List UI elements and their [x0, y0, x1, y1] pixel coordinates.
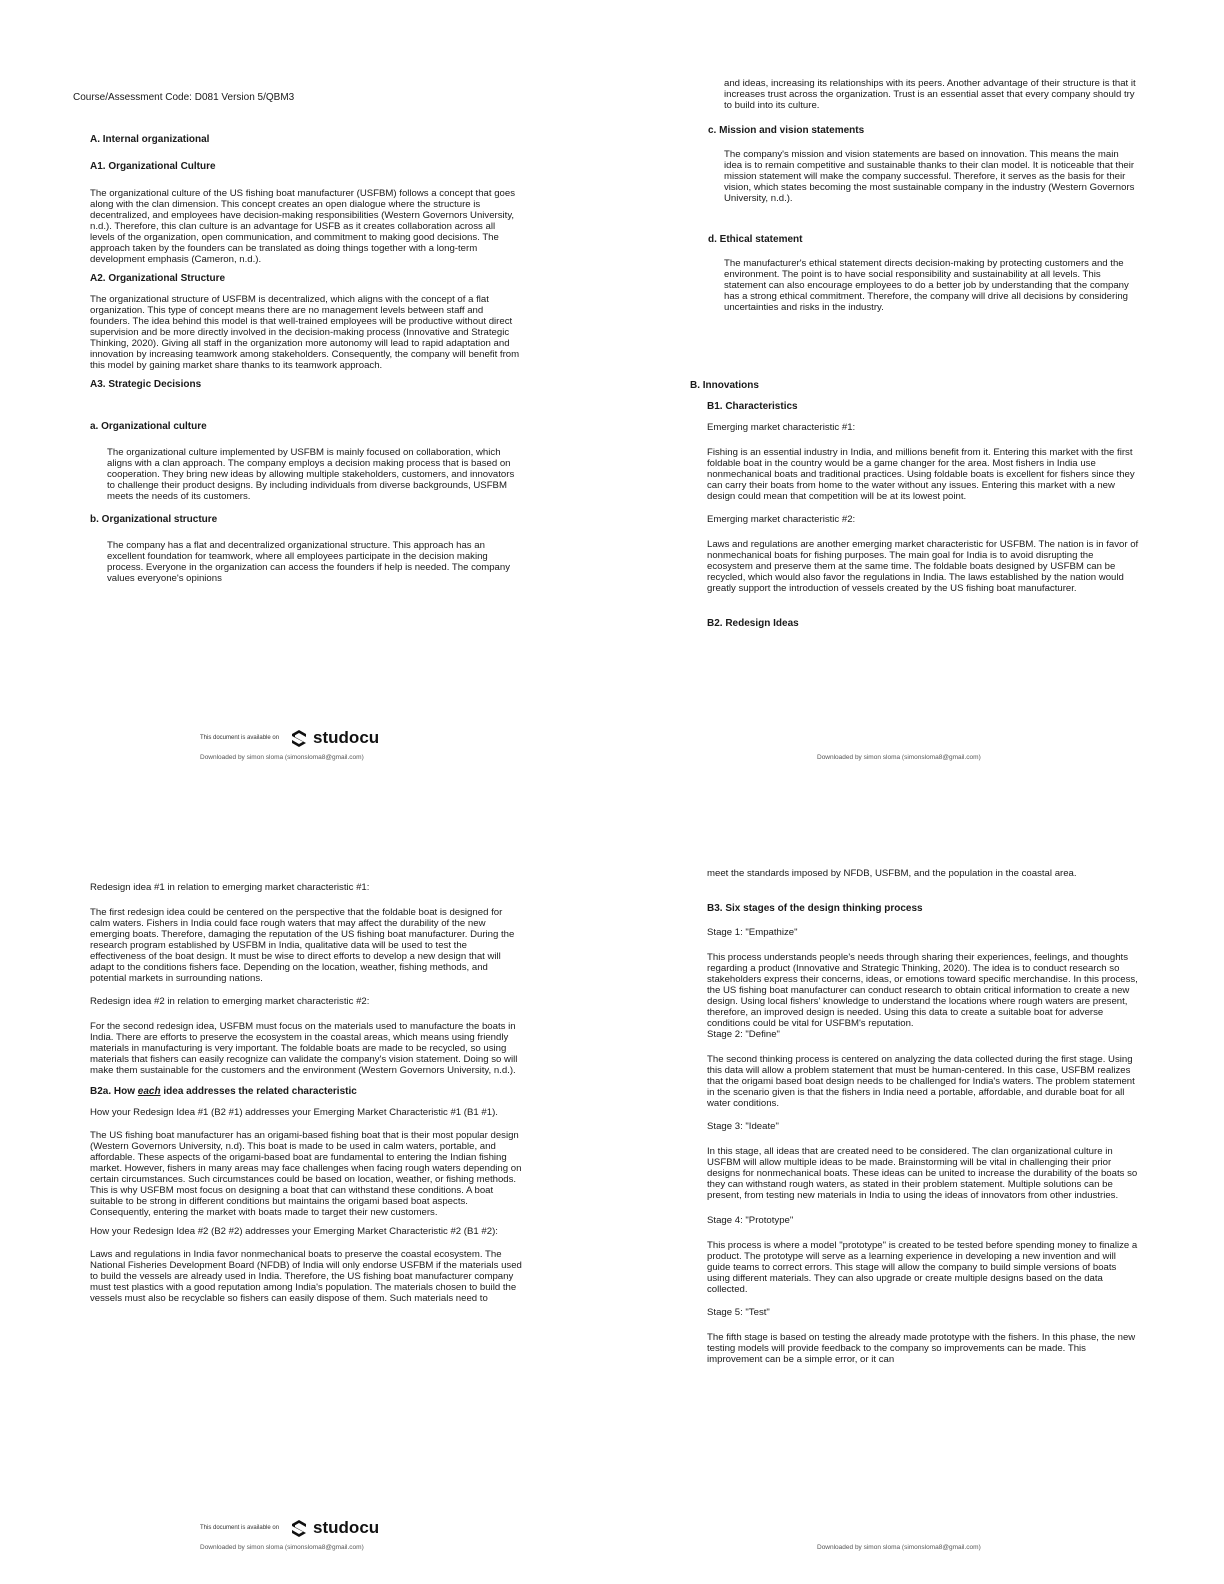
studocu-wordmark: studocu [313, 728, 380, 747]
paragraph-q1: The US fishing boat manufacturer has an origami-based fishing boat that is their most popular design (Western Governors University, n.d). This boat is made to be used in calm waters, portable, and affordable. These aspects of the origami-based boat are fundamental to entering the Indian fishing market. However, fishers in many areas may face challenges when facing rough waters depending on certain circumstances. Such circumstances could be based on location, weather, or fishing methods. This is why USFBM most focus on designing a boat that can withstand these conditions. A boat suitable to be strong in different conditions but maintains the origami based boat aspects. Consequently, entering the market with boats made to target their new customers. [90, 1130, 522, 1218]
stage-3-label: Stage 3: "Ideate" [707, 1121, 779, 1132]
availability-note: This document is available on [200, 1525, 280, 1531]
paragraph-a3b: The company has a flat and decentralized organizational structure. This approach has an excellent foundation for teamwork, where all employees participate in the decision making process. Everyone in the organization can access the founders if help is needed. The company values everyone's opinions [107, 540, 511, 584]
page-3 [0, 792, 612, 1584]
heading-b2: B2. Redesign Ideas [707, 618, 799, 629]
download-note: Downloaded by simon sloma (simonsloma8@gmail.com) [817, 754, 981, 761]
stage-1-label: Stage 1: "Empathize" [707, 927, 798, 938]
paragraph-ri1: The first redesign idea could be centered on the perspective that the foldable boat is designed for calm waters. Fishers in India could face rough waters that may affect the durability of the new emerging boats. Therefore, damaging the reputation of the US fishing boat manufacturer. During the research program established by USFBM in India, qualitative data will be used to test the effectiveness of the boat design. It must be wise to direct efforts to develop a new design that will adapt to the conditions fishers face. Depending on the location, weather, fishing methods, and potential markets in surrounding nations. [90, 907, 515, 984]
paragraph-continuation: meet the standards imposed by NFDB, USFBM, and the population in the coastal area. [707, 868, 1077, 879]
page-2-innovations [690, 380, 1140, 639]
stage-4-label: Stage 4: "Prototype" [707, 1215, 794, 1226]
stage-5-label: Stage 5: "Test" [707, 1307, 770, 1318]
question-2: How your Redesign Idea #2 (B2 #2) addresses your Emerging Market Characteristic #2 (B1 #2): [90, 1226, 498, 1237]
page-3-body [90, 882, 522, 1312]
paragraph-a3a: The organizational culture implemented by USFBM is mainly focused on collaboration, which aligns with a clan approach. The company employs a decision making process that is based on cooperation. They bring new ideas by allowing multiple stakeholders, customers, and innovators to challenge their product designs. By including individuals from diverse backgrounds, USFBM meets the needs of its customers. [107, 447, 515, 502]
heading-b2a-emphasis: each [137, 1086, 161, 1097]
paragraph-a1: The organizational culture of the US fishing boat manufacturer (USFBM) follows a concept that goes along with the clan dimension. This concept creates an open dialogue where the structure is decentralized, and employees have decision-making responsibilities (Western Governors University, n.d.). Therefore, this clan culture is an advantage for USFB as it creates collaboration across all levels of the organization, open communication, and commitment to making good decisions. The approach taken by the founders can be translated as doing things together with a long-term development emphasis (Cameron, n.d.). [90, 188, 516, 265]
page-2-body [708, 78, 1138, 339]
page-2 [612, 0, 1224, 792]
availability-note: This document is available on [200, 735, 280, 741]
paragraph-stage-2: The second thinking process is centered on analyzing the data collected during the first stage. Using this data will allow a problem statement that must be human-centered. In this case, USFBM realizes that the origami based boat design needs to be challenged for India's waters. The problem statement in the scenario given is that the fishers in India need a portable, affordable, and durable boat for all water conditions. [707, 1054, 1135, 1109]
redesign-idea-1-label: Redesign idea #1 in relation to emerging market characteristic #1: [90, 882, 370, 893]
page-4 [612, 792, 1224, 1584]
course-code: Course/Assessment Code: D081 Version 5/QBM3 [73, 92, 295, 103]
studocu-brand [200, 728, 379, 748]
heading-a3: A3. Strategic Decisions [90, 379, 202, 390]
download-note: Downloaded by simon sloma (simonsloma8@gmail.com) [817, 1544, 981, 1551]
heading-d: d. Ethical statement [708, 234, 803, 245]
heading-b2a [90, 1086, 522, 1098]
paragraph-emc1: Fishing is an essential industry in India, and millions benefit from it. Entering this market with the first foldable boat in the country would be a game changer for the area. Most fishers in India use nonmechanical boats and traditional practices. Using foldable boats is excellent for fishers since they can carry their boats from home to the water without any issues. Entering this market with a new design could mean that competition will be at its lowest point. [707, 447, 1135, 502]
heading-b3: B3. Six stages of the design thinking process [707, 903, 923, 914]
redesign-idea-2-label: Redesign idea #2 in relation to emerging market characteristic #2: [90, 996, 370, 1007]
paragraph-ri2: For the second redesign idea, USFBM must focus on the materials used to manufacture the boats in India. There are efforts to preserve the ecosystem in the coastal areas, which means using friendly materials in manufacturing is very important. The foldable boats are made to be recycled, so using materials that fishers can easily recognize can validate the company's vision statement. Doing so will make them sustainable for the customers and the environment (Western Governors University, n.d.). [90, 1021, 518, 1076]
studocu-logo-icon [289, 728, 309, 748]
heading-a1: A1. Organizational Culture [90, 161, 216, 172]
heading-a2: A2. Organizational Structure [90, 273, 226, 284]
studocu-wordmark: studocu [313, 1518, 380, 1537]
heading-a3b: b. Organizational structure [90, 514, 218, 525]
heading-b: B. Innovations [690, 380, 759, 391]
emerging-char-2-label: Emerging market characteristic #2: [707, 514, 856, 525]
heading-c: c. Mission and vision statements [708, 125, 865, 136]
page-1 [0, 0, 612, 792]
paragraph-emc2: Laws and regulations are another emerging market characteristic for USFBM. The nation is in favor of nonmechanical boats for fishing purposes. The main goal for India is to avoid disrupting the ecosystem and preserve them at the same time. The foldable boats designed by USFBM can be recycled, which would also favor the regulations in India. The laws established by the nation would greatly support the introduction of vessels created by the US fishing boat manufacturer. [707, 539, 1139, 594]
paragraph-d: The manufacturer's ethical statement directs decision-making by protecting customers and the environment. The point is to have social responsibility and sustainability at all levels. This statement can also encourage employees to do a better job by understanding that the company has a strong ethical commitment. Therefore, the company will drive all decisions by considering uncertainties and risks in the industry. [724, 258, 1129, 313]
heading-b2a-prefix: B2a. How [90, 1086, 138, 1097]
heading-a: A. Internal organizational [90, 134, 210, 145]
page-4-body [707, 868, 1139, 1373]
paragraph-stage-1: This process understands people's needs through sharing their experiences, feelings, and thoughts regarding a product (Innovative and Strategic Thinking, 2020). The idea is to conduct research so stakeholders express their concerns, ideas, or emotions toward specific merchandise. In this process, the US fishing boat manufacturer can conduct research to obtain critical information to create a new design. Using local fishers' knowledge to understand the locations where rough waters are present, therefore, an improved design is needed. Using this data to create a suitable boat for adverse conditions could be vital for USFBM's reputation. [707, 952, 1138, 1029]
heading-a3a: a. Organizational culture [90, 421, 207, 432]
paragraph-c: The company's mission and vision statements are based on innovation. This means the main idea is to remain competitive and sustainable thanks to their clan model. It is noticeable that their mission statement will make the company successful. Therefore, it serves as the basis for their vision, which states becoming the most sustainable company in the industry (Western Governors University, n.d.). [724, 149, 1135, 204]
download-note: Downloaded by simon sloma (simonsloma8@gmail.com) [200, 1544, 364, 1551]
paragraph-a2: The organizational structure of USFBM is decentralized, which aligns with the concept of a flat organization. This type of concept means there are no management levels between staff and founders. The idea behind this model is that well-trained employees will be productive without direct supervision and be more directly involved in the decision-making process (Innovative and Strategic Thinking, 2020). Giving all staff in the organization more autonomy will lead to rapid adaptation and innovation by increasing teamwork among stakeholders. Consequently, the company will benefit from this model by gaining market share thanks to its teamwork approach. [90, 294, 520, 371]
emerging-char-1-label: Emerging market characteristic #1: [707, 422, 856, 433]
paragraph-stage-5: The fifth stage is based on testing the already made prototype with the fishers. In this phase, the new testing models will provide feedback to the company so improvements can be made. This improvement can be a simple error, or it can [707, 1332, 1136, 1365]
paragraph-stage-4: This process is where a model "prototype" is created to be tested before spending money to finalize a product. The prototype will serve as a learning experience in developing a new invention and will guide teams to correct errors. This stage will allow the company to build simple versions of boats using different materials. They can also upgrade or create multiple designs based on the data collected. [707, 1240, 1138, 1295]
paragraph-continuation: and ideas, increasing its relationships with its peers. Another advantage of their structure is that it increases trust across the organization. Trust is an essential asset that every company should try to build into its culture. [724, 78, 1136, 111]
studocu-logo-icon [289, 1518, 309, 1538]
heading-b2a-suffix: idea addresses the related characteristic [160, 1086, 357, 1097]
studocu-brand [200, 1518, 379, 1538]
paragraph-q2: Laws and regulations in India favor nonmechanical boats to preserve the coastal ecosystem. The National Fisheries Development Board (NFDB) of India will only endorse USFBM if the materials used to build the vessels are already used in India. Therefore, the US fishing boat manufacturer company must test plastics with a good reputation among India's population. The materials chosen to build the vessels must also be recyclable so fishers can easily dispose of them. Such materials need to [90, 1249, 522, 1304]
download-note: Downloaded by simon sloma (simonsloma8@gmail.com) [200, 754, 364, 761]
heading-b1: B1. Characteristics [707, 401, 798, 412]
paragraph-stage-3: In this stage, all ideas that are created need to be considered. The clan organizational culture in USFBM will allow multiple ideas to be made. Brainstorming will be vital in challenging their prior designs for nonmechanical boats. These ideas can be united to increase the durability of the boats so they can withstand rough waters, as stated in their problem statement. Multiple solutions can be present, from testing new materials in India to using the ideas of innovators from other industries. [707, 1146, 1138, 1201]
stage-2-label: Stage 2: "Define" [707, 1029, 780, 1040]
question-1: How your Redesign Idea #1 (B2 #1) addresses your Emerging Market Characteristic #1 (B1 #1). [90, 1107, 498, 1118]
page-1-body [90, 134, 522, 592]
